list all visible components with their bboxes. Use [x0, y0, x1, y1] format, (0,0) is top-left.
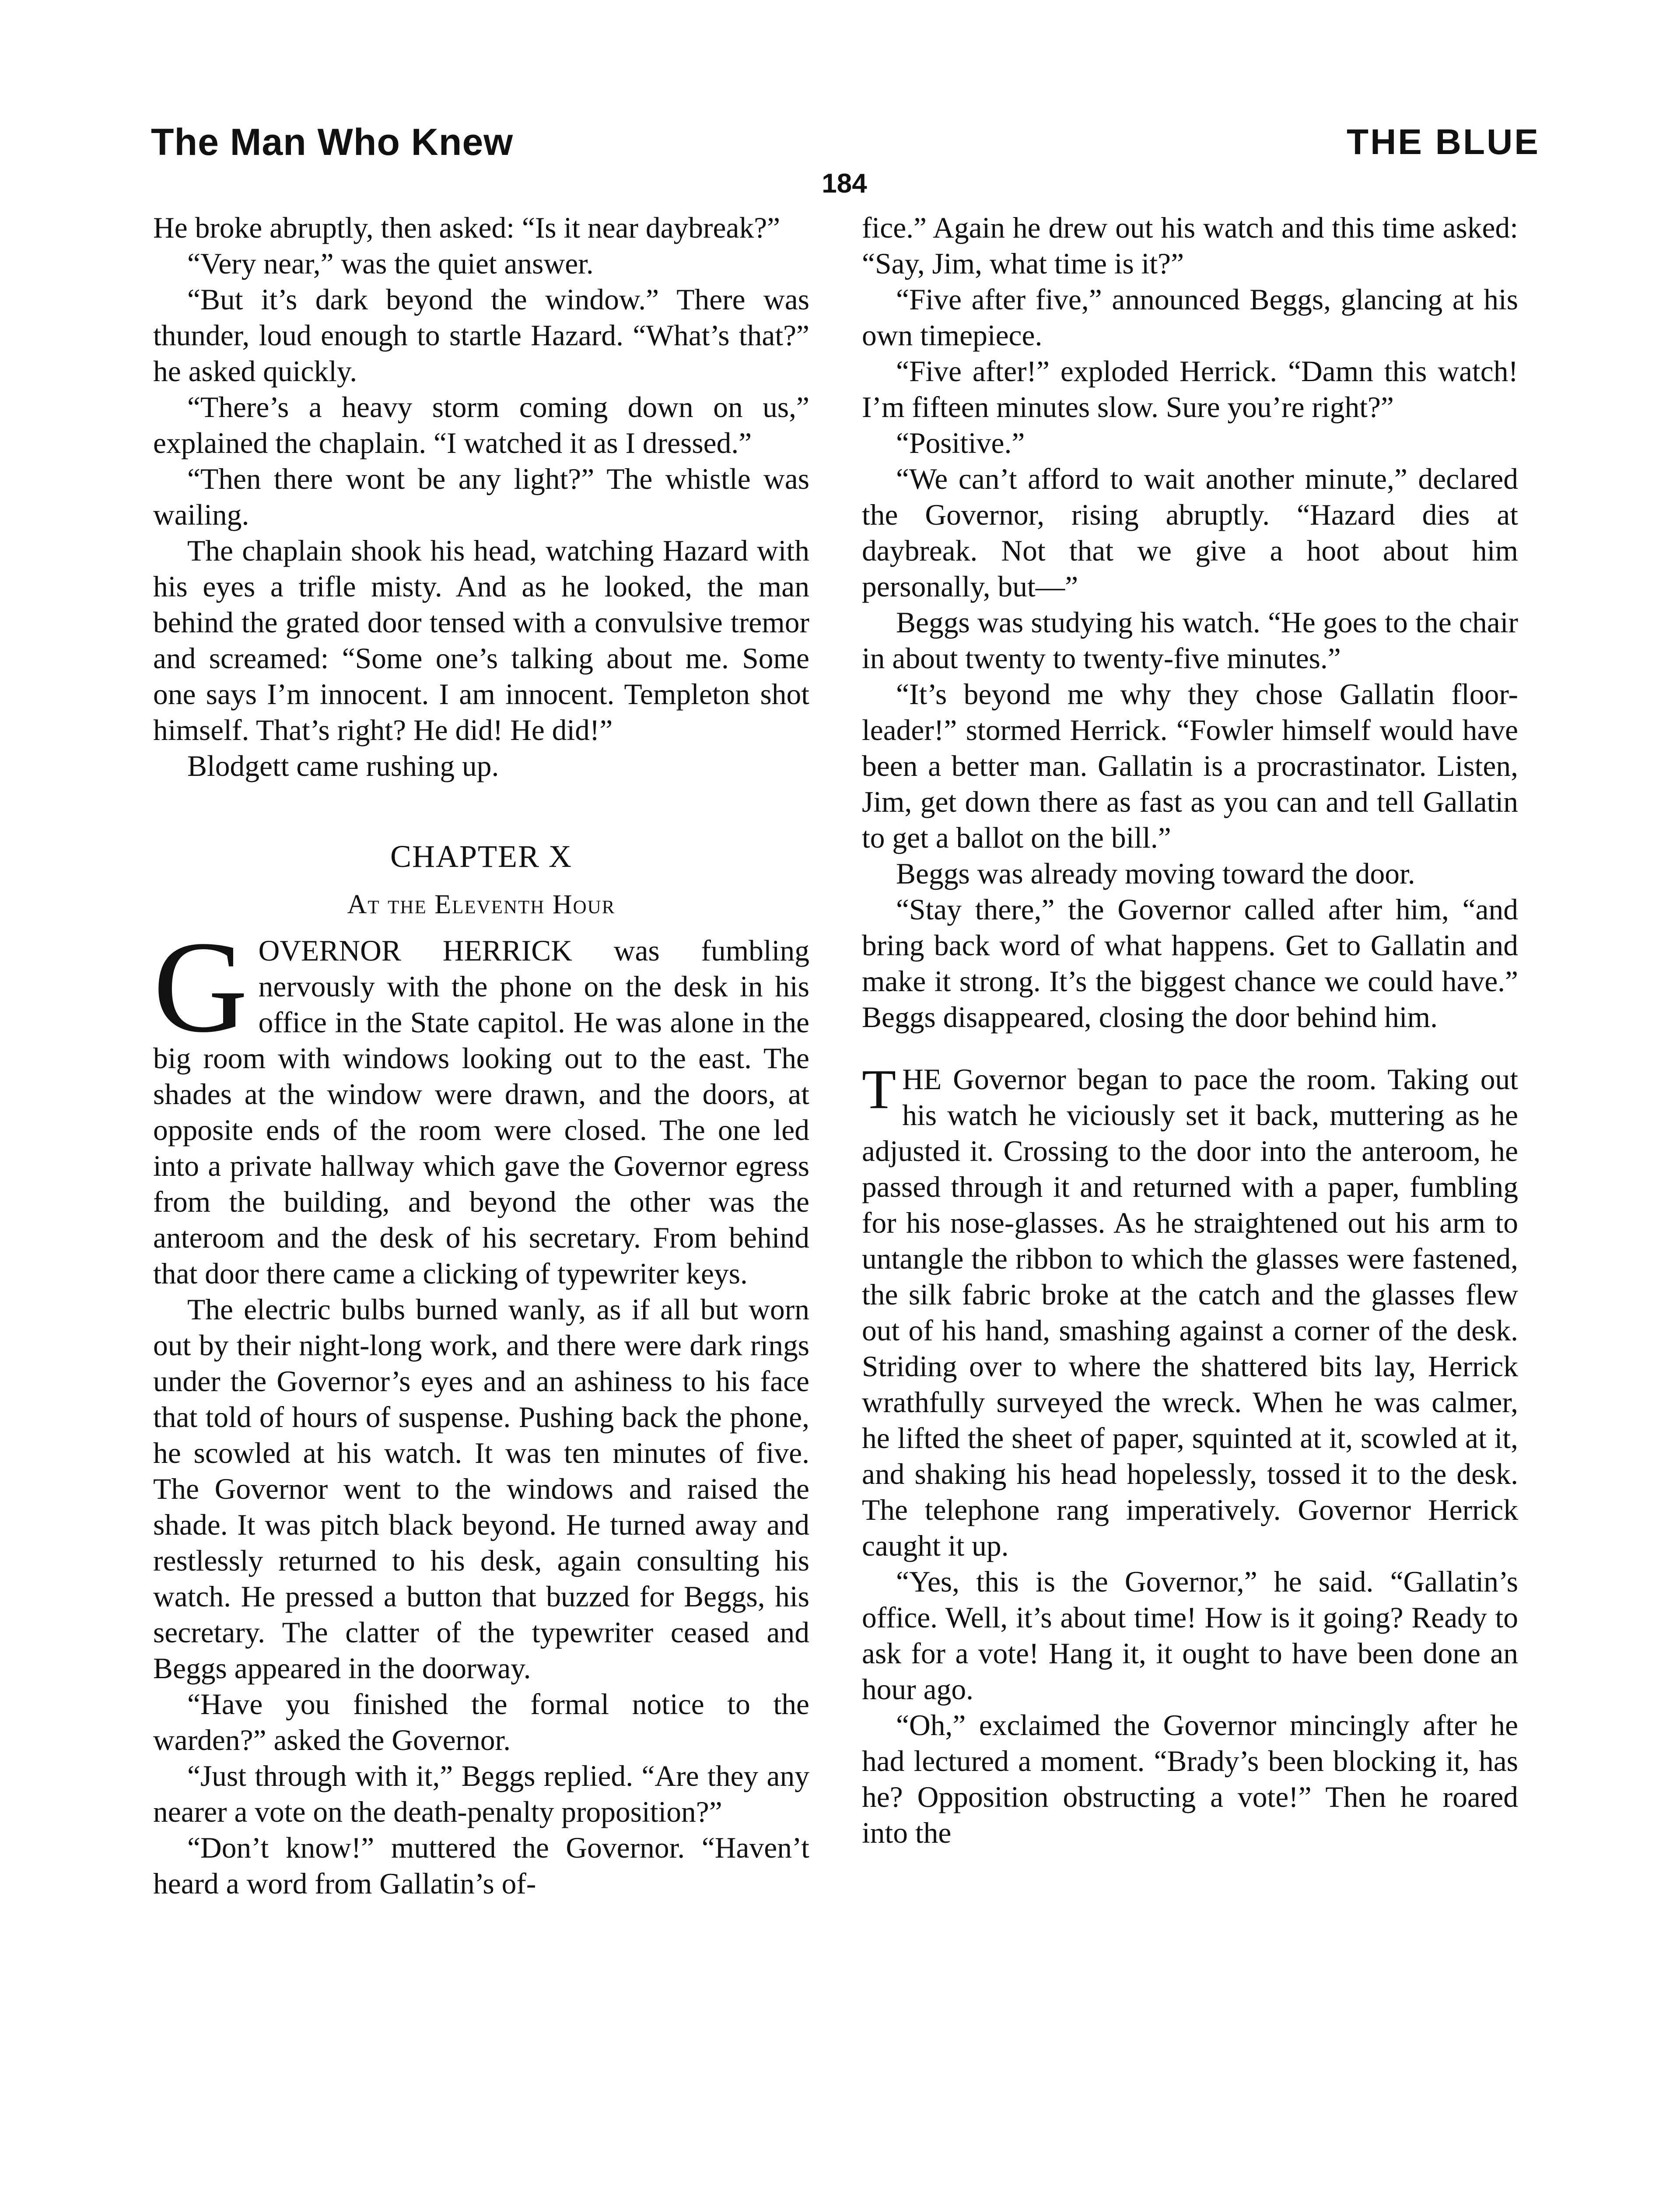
paragraph: “Yes, this is the Governor,” he said. “Gallatin’s office. Well, it’s about time! How is it going? Ready to ask for a vote! Hang it, it ought to have been done an hour ago. — [862, 1565, 1518, 1706]
paragraph: “Positive.” — [896, 427, 1025, 459]
paragraph: fice.” Again he drew out his watch and this time asked: “Say, Jim, what time is it?” — [862, 211, 1518, 280]
left-column — [153, 210, 809, 1902]
paragraph-text: OVERNOR HERRICK was fumbling nervously with the phone on the desk in his office in the State capitol. He was alone in the big room with windows looking out to the east. The shades at the window were drawn, and the doors, at opposite ends of the room were closed. The one led into a private hallway which gave the Governor egress from the building, and beyond the other was the anteroom and the desk of his secretary. From behind that door there came a clicking of typewriter keys. — [153, 934, 809, 1290]
paragraph: “Five after!” exploded Herrick. “Damn this watch! I’m fifteen minutes slow. Sure you’re right?” — [862, 355, 1518, 424]
paragraph: Blodgett came rushing up. — [187, 750, 499, 782]
paragraph: “Don’t know!” muttered the Governor. “Haven’t heard a word from Gallatin’s of- — [153, 1831, 809, 1900]
paragraph: “Oh,” exclaimed the Governor mincingly after he had lectured a moment. “Brady’s been blocking it, has he? Opposition obstructing a vote!” Then he roared into the — [862, 1709, 1518, 1849]
story-title: The Man Who Knew — [151, 121, 514, 163]
paragraph: “There’s a heavy storm coming down on us,” explained the chaplain. “I watched it as I dressed.” — [153, 391, 809, 459]
paragraph: “Then there wont be any light?” The whistle was wailing. — [153, 463, 809, 531]
paragraph: Beggs was already moving toward the door. — [896, 857, 1415, 890]
paragraph: “We can’t afford to wait another minute,” declared the Governor, rising abruptly. “Hazard dies at daybreak. Not that we give a hoot about him personally, but—” — [862, 463, 1518, 603]
paragraph-text: HE Governor began to pace the room. Taking out his watch he viciously set it back, muttering as he adjusted it. Crossing to the door into the anteroom, he passed through it and returned with a paper, fumbling for his nose-glasses. As he straightened out his arm to untangle the ribbon to which the glasses were fastened, the silk fabric broke at the catch and the glasses flew out of his hand, smashing against a corner of the desk. Striding over to where the shattered bits lay, Herrick wrathfully surveyed the wreck. When he was calmer, he lifted the sheet of paper, squinted at it, scowled at it, and shaking his head hopelessly, tossed it to the desk. The telephone rang imperatively. Governor Herrick caught it up. — [862, 1063, 1518, 1562]
paragraph: “Stay there,” the Governor called after him, “and bring back word of what happens. Get to Gallatin and make it strong. It’s the biggest chance we could have.” Beggs disappeared, closing the door behind him. — [862, 893, 1518, 1034]
paragraph: “It’s beyond me why they chose Gallatin floor-leader!” stormed Herrick. “Fowler himself would have been a better man. Gallatin is a procrastinator. Listen, Jim, get down there as fast as you can and tell Gallatin to get a ballot on the bill.” — [862, 678, 1518, 854]
page-number: 184 — [822, 168, 867, 199]
spacer — [153, 924, 809, 933]
section-opening-paragraph — [862, 1058, 1518, 1564]
drop-cap: T — [862, 1058, 896, 1120]
right-column — [862, 210, 1518, 1851]
magazine-name: THE BLUE — [1347, 122, 1540, 162]
opening-paragraph — [153, 914, 809, 1292]
paragraph: He broke abruptly, then asked: “Is it near daybreak?” — [153, 211, 780, 244]
paragraph: “Have you finished the formal notice to the warden?” asked the Governor. — [153, 1688, 809, 1757]
chapter-subtitle: At the Eleventh Hour — [347, 890, 616, 919]
paragraph: “But it’s dark beyond the window.” There was thunder, loud enough to startle Hazard. “What’s that?” he asked quickly. — [153, 283, 809, 388]
spacer — [862, 1035, 1518, 1062]
spacer — [153, 784, 809, 837]
paragraph: “Five after five,” announced Beggs, glancing at his own timepiece. — [862, 283, 1518, 352]
paragraph: “Just through with it,” Beggs replied. “Are they any nearer a vote on the death-penalty proposition?” — [153, 1760, 809, 1828]
paragraph: Beggs was studying his watch. “He goes to the chair in about twenty to twenty-five minutes.” — [862, 606, 1518, 675]
paragraph: The electric bulbs burned wanly, as if all but worn out by their night-long work, and there were dark rings under the Governor’s eyes and an ashiness to his face that told of hours of suspense. Pushing back the phone, he scowled at his watch. It was ten minutes of five. The Governor went to the windows and raised the shade. It was pitch black beyond. He turned away and restlessly returned to his desk, again consulting his watch. He pressed a button that buzzed for Beggs, his secretary. The clatter of the typewriter ceased and Beggs appeared in the doorway. — [153, 1293, 809, 1685]
paragraph: “Very near,” was the quiet answer. — [187, 247, 594, 280]
chapter-heading: CHAPTER X — [390, 839, 573, 874]
drop-cap: G — [153, 914, 248, 1059]
paragraph: The chaplain shook his head, watching Hazard with his eyes a trifle misty. And as he looked, the man behind the grated door tensed with a convulsive tremor and screamed: “Some one’s talking about me. Some one says I’m innocent. I am innocent. Templeton shot himself. That’s right? He did! He did!” — [153, 534, 809, 747]
spacer — [153, 876, 809, 885]
